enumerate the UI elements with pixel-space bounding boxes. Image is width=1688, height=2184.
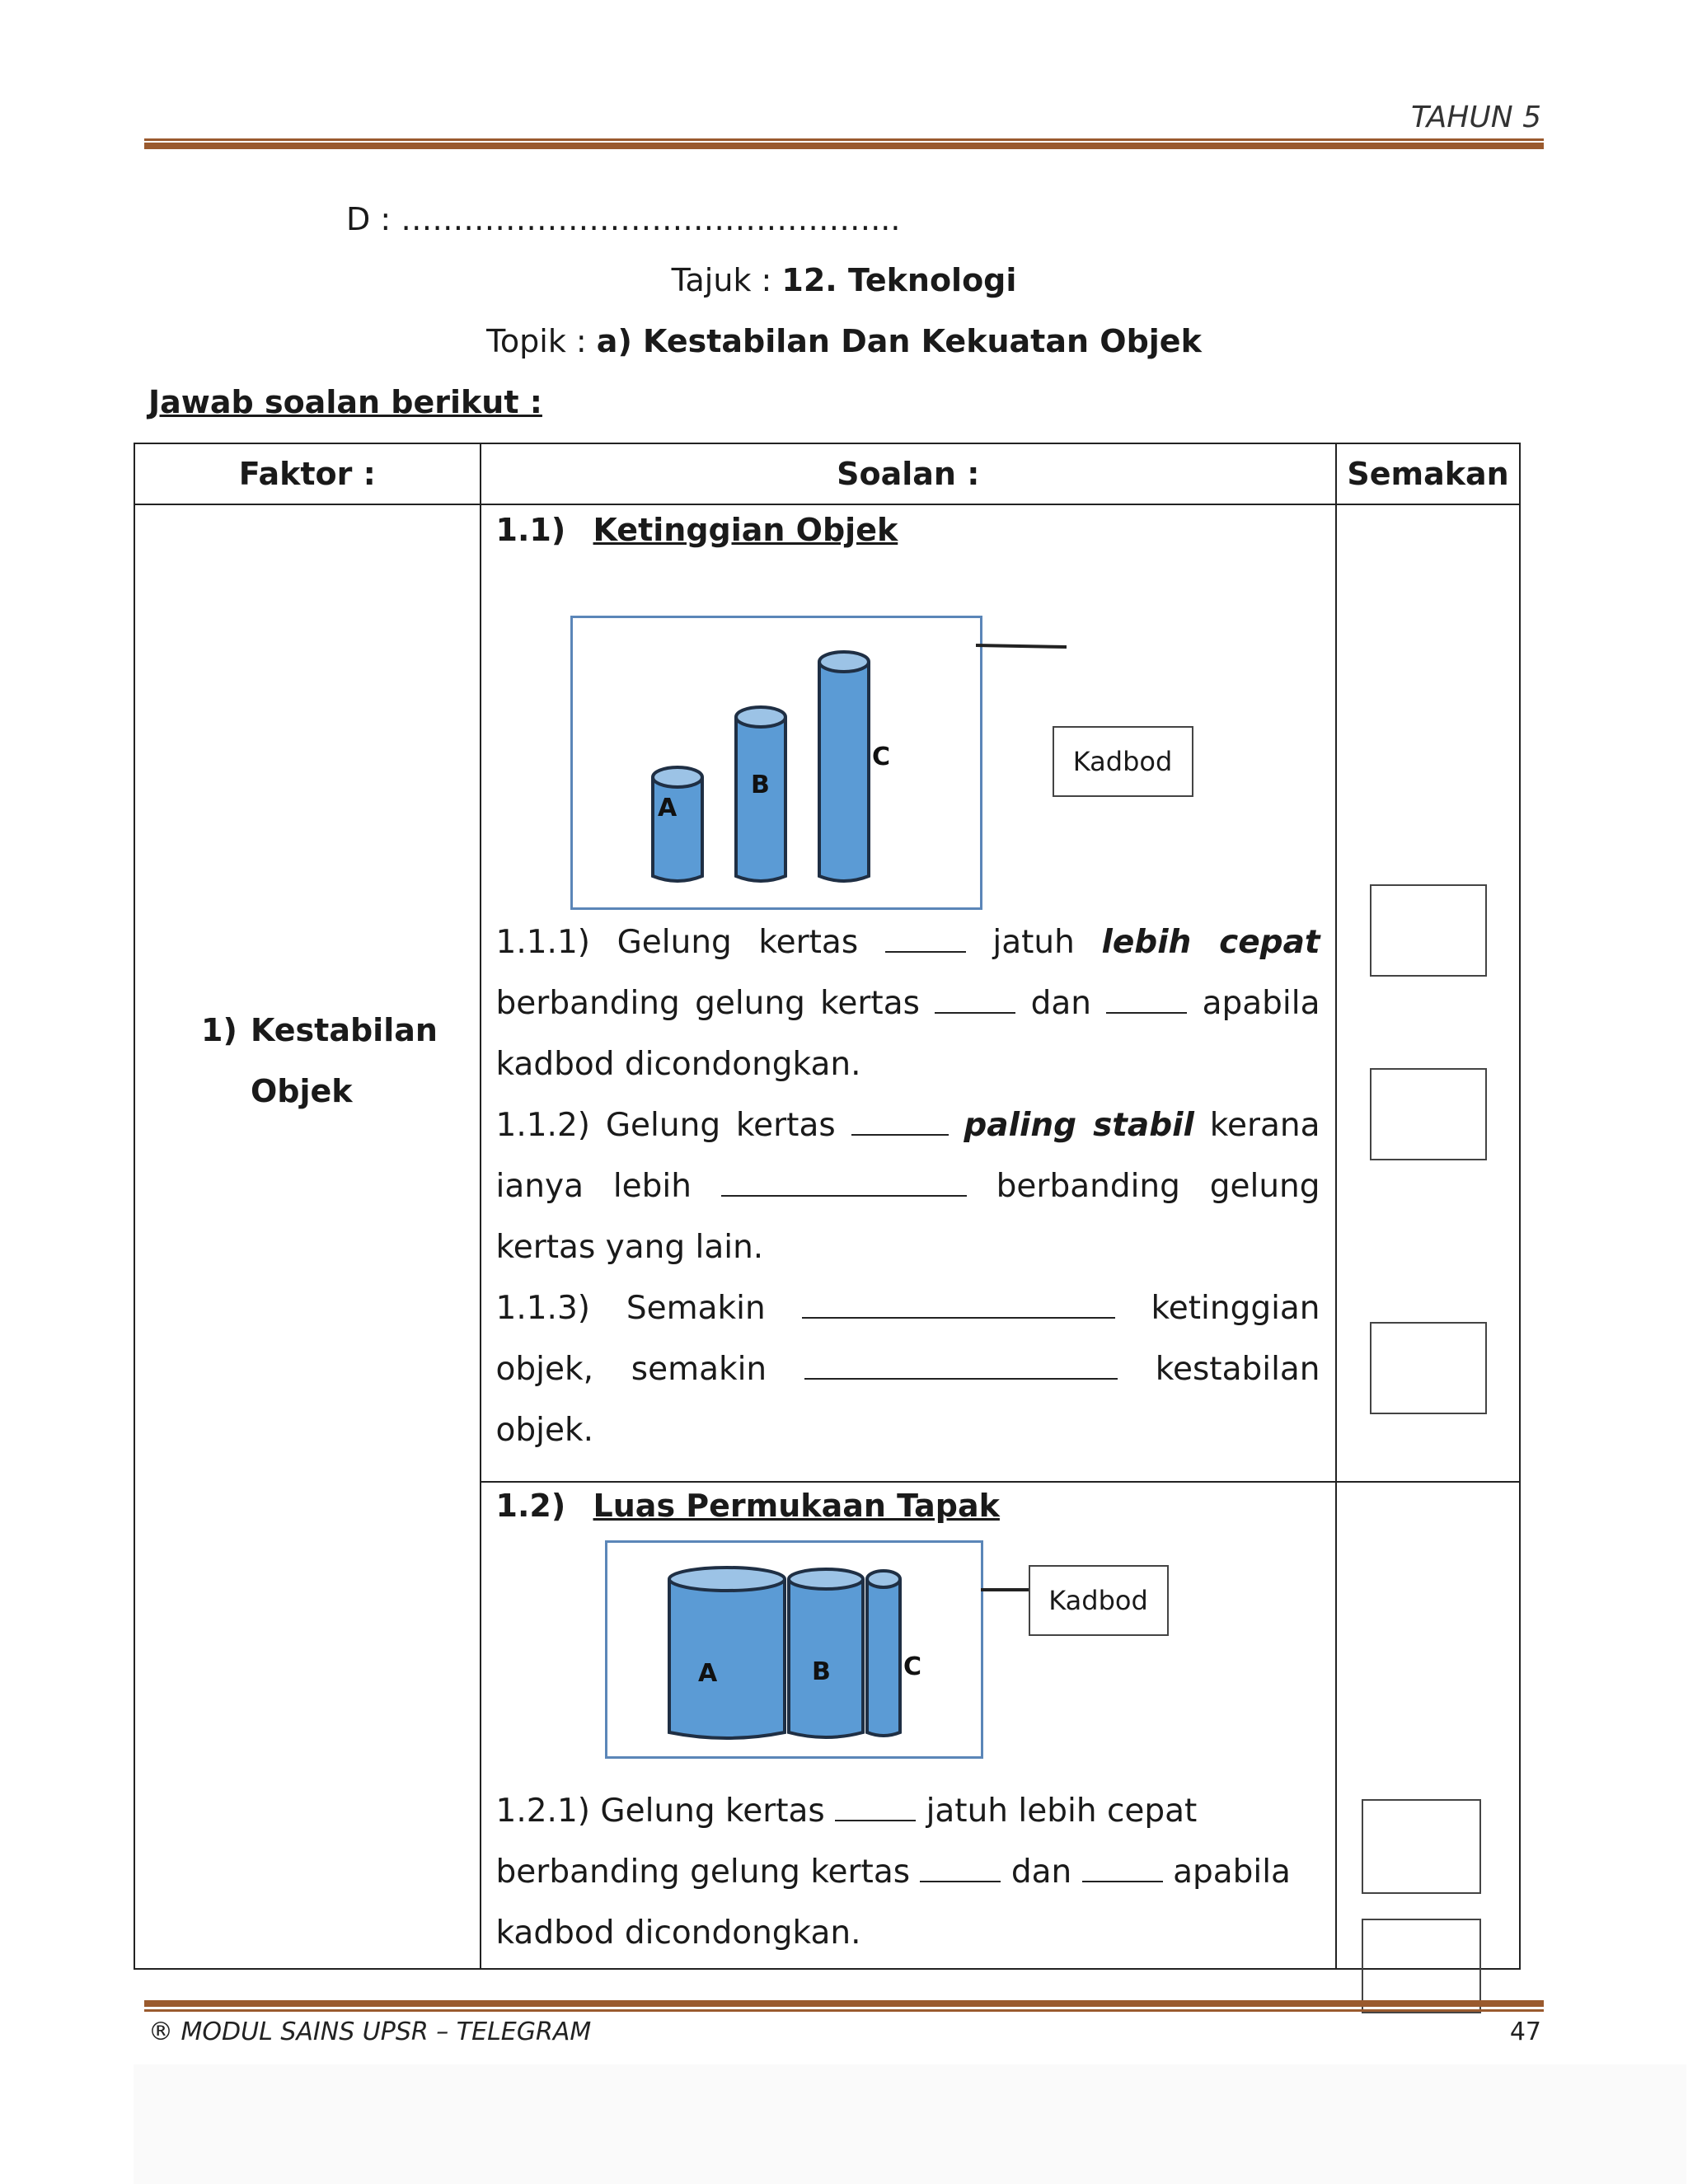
q121-text-a: 1.2.1) Gelung kertas [495,1793,825,1830]
callout-line-1 [976,642,1067,650]
cylinder2-c-top [867,1571,900,1587]
name-line: D : ………………………………………... [346,201,901,237]
header-soalan: Soalan : [481,443,1337,504]
label-a: A [657,794,677,823]
blank-q113-2[interactable] [804,1353,1118,1380]
factor-label [201,1000,438,1122]
blank-q121-2[interactable] [920,1856,1001,1882]
topik-label: Topik : [486,323,597,359]
q112-text-a: 1.1.2) Gelung kertas [495,1107,836,1144]
callout-kadbod-2: Kadbod [1029,1565,1169,1636]
section-1-number: 1.1) [495,512,566,548]
header-semakan: Semakan [1336,443,1520,504]
checkbox-1-2-2[interactable] [1362,1919,1481,2013]
tajuk-label: Tajuk : [671,262,782,298]
header-faktor: Faktor : [134,443,481,504]
callout-kadbod-1: Kadbod [1053,726,1193,797]
factor-line2: Objek [251,1073,353,1109]
cylinder-a-body [653,777,702,881]
q113-text-a: 1.1.3) Semakin [495,1290,766,1327]
section-1-cell [481,504,1337,1482]
section-2-title: Luas Permukaan Tapak [593,1488,1000,1524]
q111-text-e: dan [1030,985,1091,1022]
question-1-1-1 [496,912,1320,1095]
footer-rule [144,2000,1544,2007]
header-rule [144,143,1544,149]
section-1-heading [496,512,898,548]
semakan-cell-1 [1336,504,1520,1482]
topik-value: a) Kestabilan Dan Kekuatan Objek [596,323,1202,359]
cylinder-a-top [653,767,702,787]
question-1-2-1 [496,1781,1320,1964]
checkbox-1-2-1[interactable] [1362,1799,1481,1894]
checkbox-1-1-2[interactable] [1370,1068,1487,1160]
q112-emphasis: paling stabil [964,1107,1194,1144]
blank-q111-3[interactable] [1106,987,1187,1014]
worksheet-table [134,443,1521,1970]
cylinders-height-illustration [573,618,980,907]
q121-text-c: berbanding gelung kertas [495,1854,911,1891]
label-b: B [750,771,770,799]
blank-q121-1[interactable] [835,1795,916,1821]
cylinder2-a-body [669,1579,785,1738]
q111-text-f: apabila kadbod dicondongkan. [495,985,1320,1083]
q112-text-d: berbanding gelung kertas yang lain. [495,1168,1320,1266]
label2-b: B [811,1657,831,1686]
q121-text-d: dan [1010,1854,1072,1891]
checkbox-1-1-3[interactable] [1370,1322,1487,1414]
question-1-1-3 [496,1278,1320,1461]
header-rule-top [144,138,1544,141]
q111-text-d: berbanding gelung kertas [495,985,920,1022]
footer-text: ® MODUL SAINS UPSR – TELEGRAM [148,2018,592,2046]
callout-line-2 [981,1586,1030,1593]
blank-q112-2[interactable] [721,1170,967,1197]
cylinder-b-top [736,707,785,727]
figure-height-cylinders [570,616,982,910]
q111-text-a: 1.1.1) Gelung kertas [495,924,859,961]
header-year: TAHUN 5 [1410,101,1541,134]
q111-text-b: jatuh [992,924,1075,961]
q112-text-c: kerana ianya lebih [495,1107,1320,1205]
q113-text-b: ketinggian objek, semakin [495,1290,1320,1388]
page-number: 47 [1509,2018,1541,2046]
tajuk-line [0,262,1688,298]
section-2-number: 1.2) [495,1488,566,1524]
tajuk-value: 12. Teknologi [781,262,1017,298]
cylinder-c-top [819,652,869,672]
cylinder2-a-top [669,1568,785,1591]
figure-base-area-cylinders [605,1540,983,1759]
blank-q112-1[interactable] [851,1109,949,1136]
label2-c: C [903,1652,921,1681]
q111-emphasis: lebih cepat [1101,924,1320,961]
q121-text-e: apabila kadbod dicondongkan. [495,1854,1291,1952]
question-1-1-2 [496,1095,1320,1278]
section-2-cell [481,1482,1337,1969]
factor-line1: Kestabilan [251,1012,438,1048]
section-2-heading [496,1488,1000,1524]
cylinder-c-body [819,662,869,881]
factor-cell [134,504,481,1969]
footer-rule-thin [144,2009,1544,2012]
cylinder2-c-body [867,1579,900,1736]
page-bottom-band [134,2064,1686,2184]
label-c: C [871,743,890,771]
section-1-title: Ketinggian Objek [593,512,898,548]
q121-text-b: jatuh lebih cepat [926,1793,1198,1830]
blank-q111-2[interactable] [935,987,1015,1014]
checkbox-1-1-1[interactable] [1370,884,1487,977]
blank-q111-1[interactable] [885,926,966,953]
blank-q113-1[interactable] [802,1292,1115,1319]
factor-number: 1) [201,1012,237,1048]
topik-line [0,323,1688,359]
q113-text-c: kestabilan objek. [495,1351,1320,1449]
instruction: Jawab soalan berikut : [148,384,542,420]
blank-q121-3[interactable] [1082,1856,1163,1882]
semakan-cell-2 [1336,1482,1520,1969]
label2-a: A [697,1659,717,1688]
cylinder2-b-top [789,1569,863,1589]
cylinders-base-illustration [607,1543,981,1756]
